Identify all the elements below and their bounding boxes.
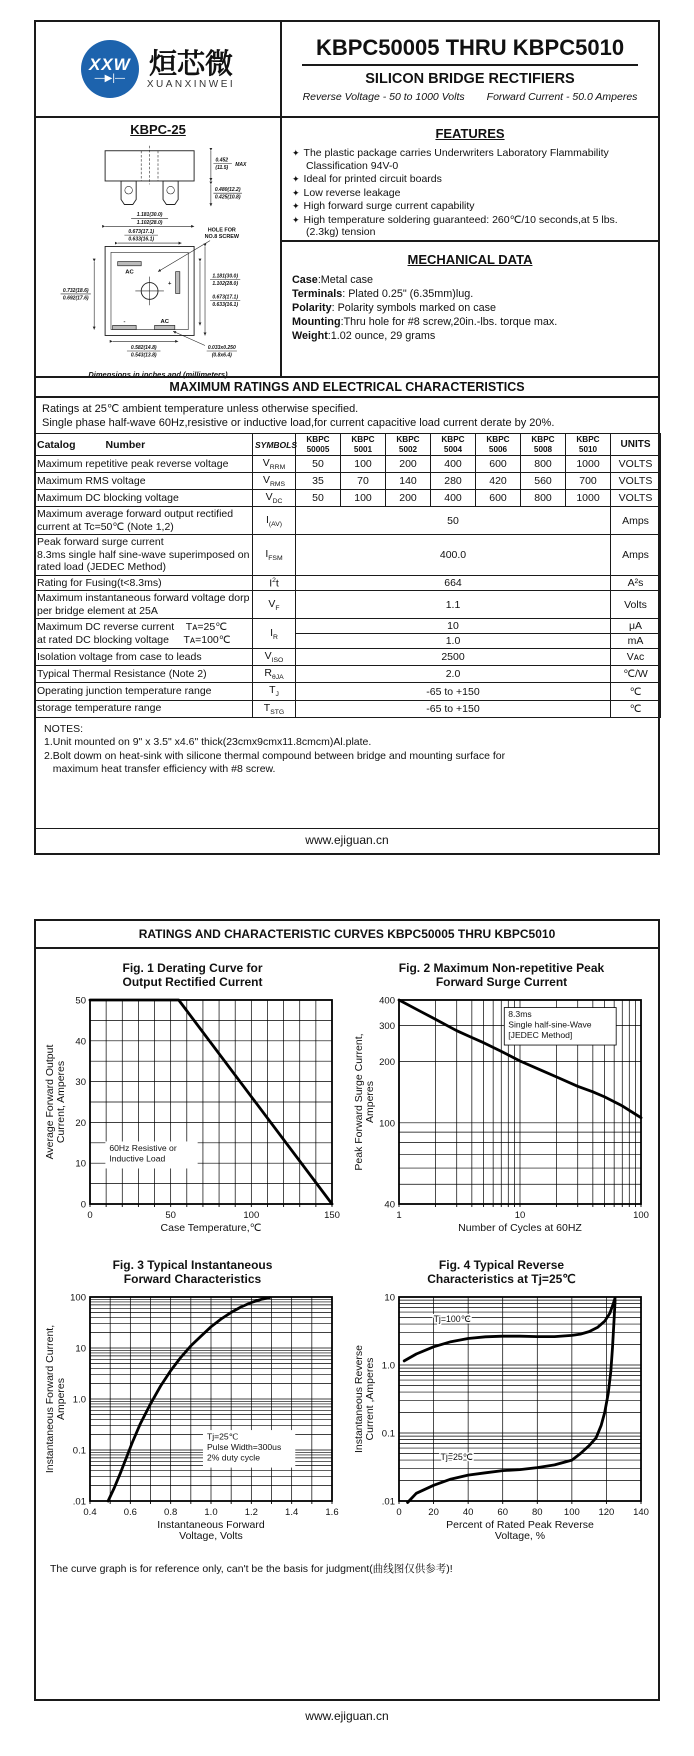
- table-cell: Maximum instantaneous forward voltage dorp per bridge element at 25A: [35, 591, 253, 619]
- table-cell: μA: [611, 619, 661, 634]
- dim-right-outer-in: 1.181(30.0): [212, 273, 238, 280]
- table-cell: $R_{\theta JA}$: [253, 666, 296, 683]
- table-cell: $V_F$: [253, 591, 296, 619]
- notes-heading: NOTES:: [44, 722, 84, 735]
- forward-current-rating: Forward Current - 50.0 Amperes: [486, 91, 638, 103]
- logo-english-name: XUANXINWEI: [146, 78, 236, 90]
- mechanical-item: Case:Metal case: [292, 274, 374, 286]
- hole-note-line2: NO.8 SCREW: [204, 234, 240, 241]
- datasheet-page: [0, 20, 694, 1756]
- features-mechanical-column: [282, 118, 658, 376]
- page1-footer-url: www.ejiguan.cn: [36, 828, 658, 853]
- features-section: [282, 118, 658, 242]
- table-cell: 400: [431, 456, 476, 473]
- table-cell: 100: [341, 456, 386, 473]
- note-line: maximum heat transfer efficiency with #8 screw.: [44, 763, 276, 776]
- figure-chart: [42, 1289, 344, 1545]
- chart-text: 0.1: [72, 1445, 86, 1457]
- chart-text: 1.4: [284, 1507, 298, 1518]
- bullet-icon: ✦: [292, 187, 300, 198]
- logo-text: [147, 49, 235, 90]
- chart-text: 50: [74, 995, 86, 1007]
- figure-4: [349, 1258, 654, 1545]
- bullet-icon: ✦: [292, 174, 300, 184]
- chart-text: 0: [80, 1199, 86, 1211]
- table-cell: Amps: [611, 507, 661, 535]
- table-cell: VOLTS: [611, 456, 661, 473]
- reference-disclaimer: The curve graph is for reference only, can't be the basis for judgment(曲线图仅供参考)!: [50, 1563, 453, 1575]
- table-cell: $I_{(AV)}$: [253, 507, 296, 535]
- chart-text: 100: [378, 1118, 395, 1130]
- bullet-icon: ✦: [292, 148, 300, 158]
- chart-text: 300: [378, 1020, 395, 1032]
- chart-text: Percent of Rated Peak Reverse: [445, 1519, 594, 1531]
- table-cell: 664: [296, 575, 611, 591]
- table-cell: KBPC 5002: [386, 434, 431, 456]
- mechanical-list: [292, 273, 648, 343]
- table-cell: 200: [386, 456, 431, 473]
- chart-text: 8.3ms: [507, 1009, 532, 1020]
- chart-text: 140: [632, 1507, 649, 1518]
- chart-text: Amperes: [363, 1080, 376, 1124]
- part-number-range: KBPC50005 THRU KBPC5010: [302, 35, 638, 66]
- table-cell: $I^2t$: [253, 575, 296, 591]
- table-row: [35, 683, 661, 700]
- table-cell: KBPC 5001: [341, 434, 386, 456]
- notes-block: [36, 718, 658, 782]
- dim-height-mm: (11.5): [215, 165, 229, 172]
- table-cell: $T_{STG}$: [253, 700, 296, 717]
- table-cell: Peak forward surge current 8.3ms single half sine-wave superimposed on rated load (JEDEC Method): [35, 535, 253, 576]
- table-cell: $V_{ISO}$: [253, 649, 296, 666]
- table-cell: ℃: [611, 700, 661, 717]
- chart-text: 2% duty cycle: [206, 1452, 260, 1463]
- chart-text: 1.6: [324, 1507, 339, 1518]
- chart-text: 0.6: [123, 1507, 137, 1518]
- feature-item: ✦ High temperature soldering guaranteed: 260℃/10 seconds,at 5 lbs. (2.3kg) tension: [292, 213, 618, 238]
- bullet-icon: ✦: [292, 214, 300, 225]
- chart-text: Pulse Width=300us: [206, 1442, 281, 1453]
- table-row: [35, 700, 661, 717]
- table-cell: Maximum RMS voltage: [35, 473, 253, 490]
- chart-text: 100: [632, 1210, 649, 1221]
- chart-text: 1.0: [72, 1394, 86, 1406]
- mechanical-item: Terminals: Plated 0.25" (6.35mm)lug.: [292, 288, 474, 300]
- mechanical-item: Mounting:Thru hole for #8 screw,20in.-lbs. torque max.: [292, 316, 558, 328]
- chart-text: 150: [323, 1210, 340, 1221]
- dim-left-mm: 0.692(17.6): [62, 295, 89, 302]
- chart-text: Current ,Amperes: [363, 1357, 376, 1441]
- package-outline-drawing: [50, 139, 266, 364]
- table-cell: 800: [521, 490, 566, 507]
- chart-text: 10: [383, 1292, 395, 1304]
- table-cell: 700: [566, 473, 611, 490]
- chart-text: 20: [427, 1507, 439, 1518]
- chart-text: 10: [514, 1210, 525, 1221]
- chart-text: 1.0: [203, 1507, 218, 1518]
- table-cell: 70: [341, 473, 386, 490]
- chart-text: Amperes: [54, 1377, 67, 1421]
- chart-text: [JEDEC Method]: [507, 1030, 572, 1041]
- table-header-row: [35, 434, 661, 456]
- mechanical-item: Polarity: Polarity symbols marked on case: [292, 302, 497, 314]
- table-row: [35, 456, 661, 473]
- package-and-features-row: [36, 118, 658, 379]
- ratings-conditions: [36, 398, 658, 433]
- table-row: [35, 666, 661, 683]
- table-cell: 2500: [296, 649, 611, 666]
- table-cell: KBPC 5004: [431, 434, 476, 456]
- figure-chart: [351, 992, 653, 1248]
- table-cell: 420: [476, 473, 521, 490]
- table-cell: 10: [296, 619, 611, 634]
- header: [36, 22, 658, 118]
- figure-chart: [42, 992, 344, 1248]
- reverse-voltage-rating: Reverse Voltage - 50 to 1000 Volts: [302, 91, 465, 103]
- table-cell: Maximum repetitive peak reverse voltage: [35, 456, 253, 473]
- table-cell: Maximum average forward output rectified current at Tc=50℃ (Note 1,2): [35, 507, 253, 535]
- figure-3: [40, 1258, 345, 1545]
- feature-item: ✦ Ideal for printed circuit boards: [292, 173, 442, 185]
- dim-slot-mm: (0.8x6.4): [211, 352, 232, 359]
- feature-item: ✦ Low reverse leakage: [292, 186, 401, 199]
- table-cell: Typical Thermal Resistance (Note 2): [35, 666, 253, 683]
- table-cell: 140: [386, 473, 431, 490]
- note-line: 2.Bolt dowm on heat-sink with silicone thermal compound between bridge and mounting surface for: [44, 749, 506, 762]
- table-cell: Maximum DC blocking voltage: [35, 490, 253, 507]
- terminal-label-ac-top: AC: [125, 269, 134, 276]
- chart-text: Voltage, Volts: [178, 1530, 243, 1542]
- chart-text: Peak Forward Surge Current,: [352, 1033, 365, 1171]
- chart-text: Number of Cycles at 60HZ: [457, 1222, 582, 1234]
- chart-text: 120: [597, 1507, 614, 1518]
- figure-1: [40, 961, 345, 1248]
- title-block: [282, 22, 658, 116]
- chart-text: 200: [378, 1056, 395, 1068]
- figure-2: [349, 961, 654, 1248]
- table-cell: 35: [296, 473, 341, 490]
- chart-text: 10: [74, 1343, 86, 1355]
- table-cell: 50: [296, 456, 341, 473]
- hole-note-line1: HOLE FOR: [207, 227, 236, 234]
- diode-icon: —▶|—: [94, 73, 125, 84]
- drawing-caption: Dimensions in inches and (millimeters): [88, 370, 228, 379]
- table-cell: mA: [611, 634, 661, 649]
- page2-footer-url: www.ejiguan.cn: [305, 1709, 389, 1723]
- dim-right-inner-mm: 0.633(16.1): [212, 302, 238, 309]
- logo-circle-icon: [81, 40, 139, 98]
- table-cell: $V_{RMS}$: [253, 473, 296, 490]
- terminal-label-ac-bottom: AC: [160, 318, 169, 325]
- chart-text: .01: [72, 1496, 86, 1508]
- table-cell: 50: [296, 507, 611, 535]
- chart-text: Instantaneous Forward Current,: [43, 1324, 56, 1474]
- table-cell: $I_{FSM}$: [253, 535, 296, 576]
- table-cell: Amps: [611, 535, 661, 576]
- chart-text: 60: [496, 1507, 508, 1518]
- dim-terminal-top: 0.480(12.2): [214, 187, 241, 194]
- table-cell: 1.0: [296, 634, 611, 649]
- chart-text: Tj=25℃: [206, 1431, 238, 1442]
- chart-text: Single half-sine-Wave: [507, 1019, 592, 1030]
- table-cell: ℃/W: [611, 666, 661, 683]
- table-cell: 400: [431, 490, 476, 507]
- mechanical-heading: MECHANICAL DATA: [407, 252, 533, 267]
- table-cell: A²s: [611, 575, 661, 591]
- chart-text: 1.0: [381, 1360, 395, 1372]
- chart-curve: [407, 1300, 614, 1502]
- chart-text: 0.1: [381, 1428, 395, 1440]
- ratings-table: [34, 433, 661, 718]
- logo-monogram: XXW: [88, 55, 131, 74]
- table-cell: 100: [341, 490, 386, 507]
- chart-text: 100: [69, 1292, 86, 1304]
- table-cell: 1000: [566, 456, 611, 473]
- chart-text: 30: [74, 1077, 86, 1089]
- dim-right-inner-in: 0.673(17.1): [212, 294, 238, 301]
- chart-text: Instantaneous Forward: [156, 1519, 265, 1531]
- chart-text: 1: [395, 1210, 402, 1221]
- chart-text: 100: [563, 1507, 580, 1518]
- figure-title: Fig. 4 Typical Reverse Characteristics at Tj=25℃: [427, 1258, 576, 1286]
- chart-text: 0: [395, 1507, 402, 1518]
- chart-text: Tj=100℃: [433, 1313, 471, 1324]
- table-row: [35, 575, 661, 591]
- logo-chinese-name: 烜芯微: [148, 47, 233, 79]
- table-row: [35, 619, 661, 634]
- ratings-condition-2: Single phase half-wave 60Hz,resistive or inductive load,for current capacitive load current derate by 20%.: [42, 417, 555, 429]
- table-cell: ℃: [611, 683, 661, 700]
- table-cell: 2.0: [296, 666, 611, 683]
- table-cell: 280: [431, 473, 476, 490]
- chart-text: .01: [381, 1496, 395, 1508]
- table-cell: KBPC 5008: [521, 434, 566, 456]
- table-cell: 800: [521, 456, 566, 473]
- chart-text: 20: [74, 1117, 86, 1129]
- table-cell: $V_{DC}$: [253, 490, 296, 507]
- terminal-label-minus: -: [123, 318, 126, 325]
- table-cell: 400.0: [296, 535, 611, 576]
- dim-right-outer-mm: 1.102(28.0): [212, 281, 238, 288]
- table-cell: storage temperature range: [35, 700, 253, 717]
- chart-text: 400: [378, 995, 395, 1007]
- brand-logo: [36, 22, 282, 116]
- dim-bottom-in: 0.582(14.8): [130, 344, 157, 351]
- product-family: SILICON BRIDGE RECTIFIERS: [365, 71, 575, 87]
- chart-text: 100: [242, 1210, 259, 1221]
- dim-height-in: 0.452: [215, 157, 229, 164]
- chart-text: 50: [164, 1210, 176, 1221]
- dim-bottom-mm: 0.543(13.8): [130, 352, 157, 359]
- table-cell: KBPC 50005: [296, 434, 341, 456]
- dim-height-max: MAX: [235, 161, 247, 168]
- table-row: [35, 490, 661, 507]
- bullet-icon: ✦: [292, 201, 300, 211]
- chart-text: 80: [531, 1507, 543, 1518]
- package-name: KBPC-25: [130, 122, 186, 137]
- chart-text: 40: [383, 1199, 395, 1211]
- table-cell: 1.1: [296, 591, 611, 619]
- table-cell: UNITS: [611, 434, 661, 456]
- chart-text: 1.2: [244, 1507, 258, 1518]
- chart-text: 40: [462, 1507, 473, 1518]
- chart-text: Instantaneous Reverse: [352, 1345, 365, 1453]
- chart-text: Average Forward Output: [43, 1044, 56, 1160]
- table-cell: KBPC 5010: [566, 434, 611, 456]
- figures-grid: [36, 949, 658, 1545]
- figure-title: Fig. 3 Typical Instantaneous Forward Characteristics: [112, 1258, 273, 1286]
- dim-top-width-mm: 1.102(28.0): [136, 219, 163, 226]
- table-cell: Catalog Number: [35, 434, 253, 456]
- table-cell: Vᴀᴄ: [611, 649, 661, 666]
- ratings-condition-1: Ratings at 25℃ ambient temperature unless otherwise specified.: [42, 403, 359, 415]
- dim-left-in: 0.732(18.6): [62, 287, 89, 294]
- note-line: 1.Unit mounted on 9" x 3.5" x4.6" thick(23cmx9cmx11.8cmcm)Al.plate.: [44, 736, 372, 749]
- table-row: [35, 473, 661, 490]
- table-cell: 560: [521, 473, 566, 490]
- table-cell: $I_R$: [253, 619, 296, 649]
- mechanical-data-section: [282, 242, 658, 376]
- datasheet-page-2: [34, 919, 660, 1701]
- table-cell: Volts: [611, 591, 661, 619]
- chart-text: 0.4: [82, 1507, 97, 1518]
- table-cell: 200: [386, 490, 431, 507]
- table-row: [35, 535, 661, 576]
- features-list: [292, 147, 648, 239]
- table-cell: $V_{RRM}$: [253, 456, 296, 473]
- table-row: [35, 649, 661, 666]
- dim-terminal-bottom: 0.425(10.8): [214, 194, 241, 201]
- table-cell: SYMBOLS: [253, 434, 296, 456]
- mechanical-item: Weight:1.02 ounce, 29 grams: [292, 330, 436, 342]
- curves-section-header: RATINGS AND CHARACTERISTIC CURVES KBPC50005 THRU KBPC5010: [36, 921, 658, 949]
- table-cell: Operating junction temperature range: [35, 683, 253, 700]
- figure-title: Fig. 2 Maximum Non-repetitive Peak Forward Surge Current: [398, 961, 605, 989]
- table-row: [35, 591, 661, 619]
- figure-title: Fig. 1 Derating Curve for Output Rectified Current: [122, 961, 263, 989]
- chart-text: 40: [74, 1036, 86, 1048]
- table-cell: 50: [296, 490, 341, 507]
- chart-text: Case Temperature,℃: [160, 1222, 261, 1234]
- table-cell: 600: [476, 456, 521, 473]
- table-cell: Maximum DC reverse current Tᴀ=25℃ at rated DC blocking voltage Tᴀ=100℃: [35, 619, 253, 649]
- ratings-subtitle: [303, 91, 638, 103]
- ratings-section-bar: MAXIMUM RATINGS AND ELECTRICAL CHARACTERISTICS: [36, 376, 658, 398]
- dim-top-inner-in: 0.673(17.1): [128, 229, 155, 236]
- table-cell: 1000: [566, 490, 611, 507]
- chart-text: Tj=25℃: [439, 1452, 473, 1463]
- table-cell: VOLTS: [611, 490, 661, 507]
- chart-text: 10: [74, 1158, 86, 1170]
- package-drawing-cell: [36, 118, 282, 379]
- table-cell: $T_J$: [253, 683, 296, 700]
- terminal-label-plus: +: [168, 281, 172, 288]
- feature-item: ✦ The plastic package carries Underwriters Laboratory Flammability Classification 94V-0: [292, 147, 609, 172]
- dim-slot-in: 0.033x0.250: [207, 344, 236, 351]
- table-row: [35, 507, 661, 535]
- table-cell: -65 to +150: [296, 683, 611, 700]
- chart-text: 0.8: [163, 1507, 177, 1518]
- features-heading: FEATURES: [435, 126, 505, 141]
- chart-text: Inductive Load: [108, 1153, 165, 1164]
- chart-text: Current, Amperes: [54, 1060, 67, 1144]
- table-cell: VOLTS: [611, 473, 661, 490]
- table-cell: 600: [476, 490, 521, 507]
- table-cell: KBPC 5006: [476, 434, 521, 456]
- dim-top-width-in: 1.181(30.0): [136, 212, 163, 219]
- dim-top-inner-mm: 0.633(16.1): [128, 236, 155, 243]
- table-cell: -65 to +150: [296, 700, 611, 717]
- chart-text: 0: [86, 1210, 93, 1221]
- feature-item: ✦ High forward surge current capability: [292, 200, 475, 212]
- chart-text: Voltage, %: [494, 1530, 545, 1542]
- chart-text: 60Hz Resistive or: [108, 1142, 177, 1153]
- datasheet-page-1: [34, 20, 660, 855]
- table-cell: Isolation voltage from case to leads: [35, 649, 253, 666]
- figure-chart: [351, 1289, 653, 1545]
- table-cell: Rating for Fusing(t<8.3ms): [35, 575, 253, 591]
